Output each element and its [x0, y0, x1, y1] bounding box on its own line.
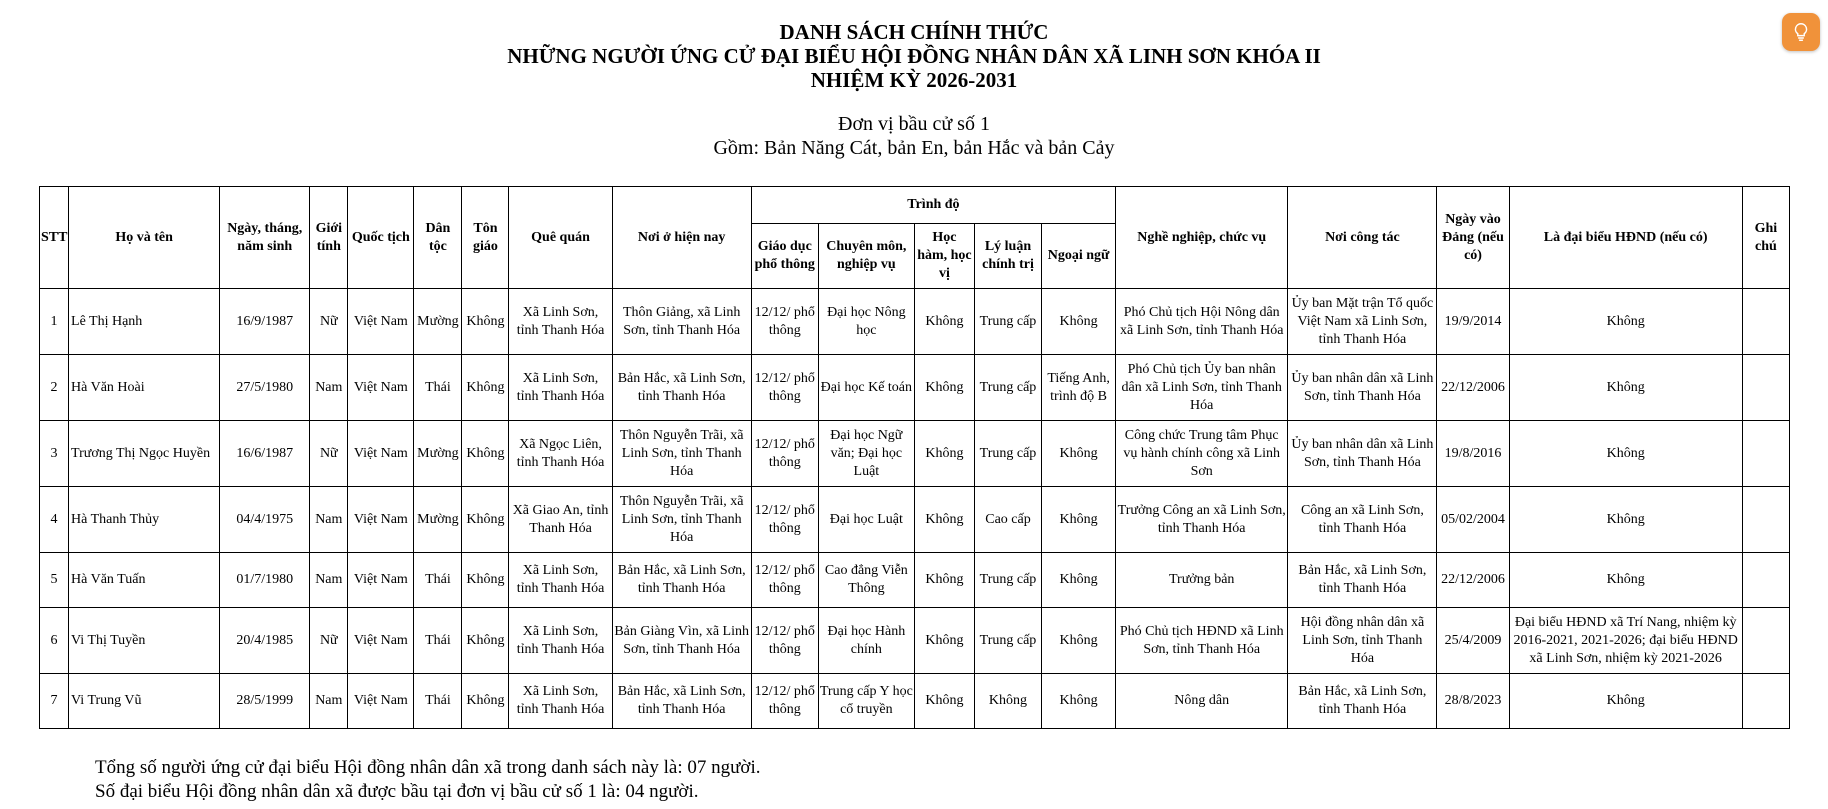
cell-workplace: Bản Hắc, xã Linh Sơn, tỉnh Thanh Hóa — [1288, 674, 1437, 729]
cell-workplace: Ủy ban Mặt trận Tổ quốc Việt Nam xã Linh Sơn, tỉnh Thanh Hóa — [1288, 289, 1437, 355]
cell-occupation: Phó Chủ tịch HĐND xã Linh Sơn, tỉnh Thanh Hóa — [1116, 608, 1288, 674]
cell-hometown: Xã Linh Sơn, tỉnh Thanh Hóa — [509, 553, 612, 608]
cell-occupation: Phó Chủ tịch Hội Nông dân xã Linh Sơn, tỉnh Thanh Hóa — [1116, 289, 1288, 355]
cell-delegate: Không — [1509, 355, 1742, 421]
cell-language: Không — [1042, 674, 1116, 729]
cell-nationality: Việt Nam — [348, 421, 414, 487]
header-language: Ngoại ngữ — [1042, 224, 1116, 289]
cell-party-date: 22/12/2006 — [1437, 553, 1509, 608]
cell-nationality: Việt Nam — [348, 487, 414, 553]
cell-political: Trung cấp — [974, 289, 1041, 355]
cell-name: Hà Thanh Thủy — [69, 487, 220, 553]
cell-specialty: Trung cấp Y học cổ truyền — [818, 674, 914, 729]
cell-hometown: Xã Linh Sơn, tỉnh Thanh Hóa — [509, 355, 612, 421]
cell-workplace: Ủy ban nhân dân xã Linh Sơn, tỉnh Thanh Hóa — [1288, 355, 1437, 421]
cell-stt: 6 — [40, 608, 69, 674]
cell-political: Trung cấp — [974, 553, 1041, 608]
cell-name: Vi Trung Vũ — [69, 674, 220, 729]
header-nationality: Quốc tịch — [348, 187, 414, 289]
cell-ethnicity: Thái — [414, 674, 462, 729]
cell-dob: 28/5/1999 — [220, 674, 310, 729]
cell-academic: Không — [914, 674, 974, 729]
cell-political: Trung cấp — [974, 608, 1041, 674]
header-religion: Tôn giáo — [462, 187, 509, 289]
cell-nationality: Việt Nam — [348, 674, 414, 729]
cell-stt: 5 — [40, 553, 69, 608]
cell-academic: Không — [914, 289, 974, 355]
cell-hometown: Xã Ngọc Liên, tỉnh Thanh Hóa — [509, 421, 612, 487]
cell-language: Không — [1042, 608, 1116, 674]
cell-academic: Không — [914, 608, 974, 674]
cell-note — [1742, 355, 1789, 421]
cell-ethnicity: Mường — [414, 289, 462, 355]
header-note: Ghi chú — [1742, 187, 1789, 289]
cell-language: Không — [1042, 421, 1116, 487]
title-line-2: NHỮNG NGƯỜI ỨNG CỬ ĐẠI BIỂU HỘI ĐỒNG NHÂN DÂN XÃ LINH SƠN KHÓA II — [507, 44, 1321, 68]
cell-gender: Nam — [310, 487, 348, 553]
header-hometown: Quê quán — [509, 187, 612, 289]
cell-ethnicity: Thái — [414, 553, 462, 608]
cell-workplace: Công an xã Linh Sơn, tỉnh Thanh Hóa — [1288, 487, 1437, 553]
table-row — [40, 674, 1790, 729]
cell-general-edu: 12/12/ phổ thông — [751, 608, 818, 674]
cell-ethnicity: Mường — [414, 487, 462, 553]
cell-academic: Không — [914, 553, 974, 608]
cell-general-edu: 12/12/ phổ thông — [751, 674, 818, 729]
cell-general-edu: 12/12/ phổ thông — [751, 487, 818, 553]
cell-nationality: Việt Nam — [348, 553, 414, 608]
cell-ethnicity: Thái — [414, 608, 462, 674]
cell-name: Lê Thị Hạnh — [69, 289, 220, 355]
cell-delegate: Đại biểu HĐND xã Trí Nang, nhiệm kỳ 2016-2021, 2021-2026; đại biểu HĐND xã Linh Sơn, nhiệm kỳ 2021-2026 — [1509, 608, 1742, 674]
header-gender: Giới tính — [310, 187, 348, 289]
cell-language: Tiếng Anh, trình độ B — [1042, 355, 1116, 421]
cell-name: Vi Thị Tuyền — [69, 608, 220, 674]
cell-language: Không — [1042, 553, 1116, 608]
header-residence: Nơi ở hiện nay — [612, 187, 751, 289]
cell-dob: 20/4/1985 — [220, 608, 310, 674]
header-qualification: Trình độ — [751, 187, 1115, 224]
header-workplace: Nơi công tác — [1288, 187, 1437, 289]
header-stt: STT — [40, 187, 69, 289]
cell-religion: Không — [462, 608, 509, 674]
cell-general-edu: 12/12/ phổ thông — [751, 289, 818, 355]
cell-religion: Không — [462, 289, 509, 355]
cell-occupation: Phó Chủ tịch Ủy ban nhân dân xã Linh Sơn, tỉnh Thanh Hóa — [1116, 355, 1288, 421]
table-row — [40, 289, 1790, 355]
cell-gender: Nam — [310, 355, 348, 421]
cell-general-edu: 12/12/ phổ thông — [751, 355, 818, 421]
header-occupation: Nghề nghiệp, chức vụ — [1116, 187, 1288, 289]
cell-language: Không — [1042, 487, 1116, 553]
header-dob: Ngày, tháng, năm sinh — [220, 187, 310, 289]
candidate-table — [39, 186, 1790, 729]
cell-political: Không — [974, 674, 1041, 729]
cell-nationality: Việt Nam — [348, 289, 414, 355]
header-political: Lý luận chính trị — [974, 224, 1041, 289]
cell-hometown: Xã Linh Sơn, tỉnh Thanh Hóa — [509, 289, 612, 355]
header-name: Họ và tên — [69, 187, 220, 289]
cell-residence: Thôn Nguyễn Trãi, xã Linh Sơn, tỉnh Thanh Hóa — [612, 421, 751, 487]
cell-general-edu: 12/12/ phổ thông — [751, 421, 818, 487]
cell-delegate: Không — [1509, 553, 1742, 608]
cell-party-date: 28/8/2023 — [1437, 674, 1509, 729]
lightbulb-icon — [1790, 21, 1812, 43]
cell-name: Trương Thị Ngọc Huyền — [69, 421, 220, 487]
lightbulb-button[interactable] — [1782, 13, 1820, 51]
cell-note — [1742, 289, 1789, 355]
cell-residence: Bản Hắc, xã Linh Sơn, tỉnh Thanh Hóa — [612, 553, 751, 608]
cell-dob: 16/6/1987 — [220, 421, 310, 487]
cell-hometown: Xã Linh Sơn, tỉnh Thanh Hóa — [509, 674, 612, 729]
cell-residence: Bản Giàng Vìn, xã Linh Sơn, tỉnh Thanh Hóa — [612, 608, 751, 674]
cell-party-date: 22/12/2006 — [1437, 355, 1509, 421]
cell-residence: Bản Hắc, xã Linh Sơn, tỉnh Thanh Hóa — [612, 355, 751, 421]
cell-occupation: Trưởng bản — [1116, 553, 1288, 608]
cell-occupation: Trưởng Công an xã Linh Sơn, tỉnh Thanh Hóa — [1116, 487, 1288, 553]
cell-party-date: 19/9/2014 — [1437, 289, 1509, 355]
cell-religion: Không — [462, 487, 509, 553]
title-line-3: NHIỆM KỲ 2026-2031 — [810, 68, 1018, 92]
cell-dob: 27/5/1980 — [220, 355, 310, 421]
document-title — [0, 20, 1828, 92]
cell-gender: Nam — [310, 674, 348, 729]
cell-academic: Không — [914, 421, 974, 487]
summary — [95, 756, 760, 804]
cell-ethnicity: Thái — [414, 355, 462, 421]
cell-specialty: Đại học Ngữ văn; Đại học Luật — [818, 421, 914, 487]
cell-delegate: Không — [1509, 421, 1742, 487]
cell-specialty: Đại học Hành chính — [818, 608, 914, 674]
cell-name: Hà Văn Hoài — [69, 355, 220, 421]
cell-workplace: Bản Hắc, xã Linh Sơn, tỉnh Thanh Hóa — [1288, 553, 1437, 608]
table-row — [40, 608, 1790, 674]
cell-delegate: Không — [1509, 289, 1742, 355]
cell-hometown: Xã Linh Sơn, tỉnh Thanh Hóa — [509, 608, 612, 674]
cell-stt: 2 — [40, 355, 69, 421]
cell-hometown: Xã Giao An, tỉnh Thanh Hóa — [509, 487, 612, 553]
cell-gender: Nữ — [310, 421, 348, 487]
table-row — [40, 421, 1790, 487]
summary-seats: Số đại biểu Hội đồng nhân dân xã được bầu tại đơn vị bầu cử số 1 là: 04 người. — [95, 781, 699, 802]
header-general-edu: Giáo dục phổ thông — [751, 224, 818, 289]
cell-nationality: Việt Nam — [348, 355, 414, 421]
cell-general-edu: 12/12/ phổ thông — [751, 553, 818, 608]
cell-name: Hà Văn Tuấn — [69, 553, 220, 608]
table-row — [40, 553, 1790, 608]
cell-political: Trung cấp — [974, 421, 1041, 487]
cell-academic: Không — [914, 487, 974, 553]
header-party-date: Ngày vào Đảng (nếu có) — [1437, 187, 1509, 289]
summary-total-candidates: Tổng số người ứng cử đại biểu Hội đồng nhân dân xã trong danh sách này là: 07 người. — [95, 757, 761, 778]
cell-academic: Không — [914, 355, 974, 421]
header-delegate: Là đại biểu HĐND (nếu có) — [1509, 187, 1742, 289]
cell-dob: 01/7/1980 — [220, 553, 310, 608]
cell-specialty: Đại học Kế toán — [818, 355, 914, 421]
cell-note — [1742, 674, 1789, 729]
cell-political: Trung cấp — [974, 355, 1041, 421]
electoral-unit: Đơn vị bầu cử số 1 — [838, 113, 990, 135]
cell-language: Không — [1042, 289, 1116, 355]
cell-religion: Không — [462, 355, 509, 421]
cell-party-date: 25/4/2009 — [1437, 608, 1509, 674]
cell-specialty: Đại học Luật — [818, 487, 914, 553]
title-line-1: DANH SÁCH CHÍNH THỨC — [779, 20, 1049, 44]
cell-stt: 1 — [40, 289, 69, 355]
cell-stt: 4 — [40, 487, 69, 553]
cell-religion: Không — [462, 553, 509, 608]
cell-specialty: Cao đẳng Viễn Thông — [818, 553, 914, 608]
cell-party-date: 05/02/2004 — [1437, 487, 1509, 553]
cell-occupation: Công chức Trung tâm Phục vụ hành chính công xã Linh Sơn — [1116, 421, 1288, 487]
cell-delegate: Không — [1509, 487, 1742, 553]
cell-specialty: Đại học Nông học — [818, 289, 914, 355]
document-subtitle — [0, 112, 1828, 160]
table-row — [40, 355, 1790, 421]
cell-note — [1742, 421, 1789, 487]
cell-occupation: Nông dân — [1116, 674, 1288, 729]
cell-workplace: Ủy ban nhân dân xã Linh Sơn, tỉnh Thanh Hóa — [1288, 421, 1437, 487]
header-ethnicity: Dân tộc — [414, 187, 462, 289]
header-academic: Học hàm, học vị — [914, 224, 974, 289]
cell-stt: 7 — [40, 674, 69, 729]
cell-gender: Nữ — [310, 608, 348, 674]
cell-residence: Thôn Giảng, xã Linh Sơn, tỉnh Thanh Hóa — [612, 289, 751, 355]
cell-delegate: Không — [1509, 674, 1742, 729]
cell-dob: 16/9/1987 — [220, 289, 310, 355]
cell-gender: Nam — [310, 553, 348, 608]
cell-stt: 3 — [40, 421, 69, 487]
cell-note — [1742, 553, 1789, 608]
cell-party-date: 19/8/2016 — [1437, 421, 1509, 487]
cell-political: Cao cấp — [974, 487, 1041, 553]
cell-workplace: Hội đồng nhân dân xã Linh Sơn, tỉnh Thanh Hóa — [1288, 608, 1437, 674]
cell-dob: 04/4/1975 — [220, 487, 310, 553]
cell-gender: Nữ — [310, 289, 348, 355]
cell-nationality: Việt Nam — [348, 608, 414, 674]
cell-residence: Thôn Nguyễn Trãi, xã Linh Sơn, tỉnh Thanh Hóa — [612, 487, 751, 553]
cell-note — [1742, 487, 1789, 553]
cell-residence: Bản Hắc, xã Linh Sơn, tỉnh Thanh Hóa — [612, 674, 751, 729]
cell-religion: Không — [462, 674, 509, 729]
header-specialty: Chuyên môn, nghiệp vụ — [818, 224, 914, 289]
table-row — [40, 487, 1790, 553]
cell-religion: Không — [462, 421, 509, 487]
cell-note — [1742, 608, 1789, 674]
cell-ethnicity: Mường — [414, 421, 462, 487]
electoral-unit-includes: Gồm: Bản Năng Cát, bản En, bản Hắc và bản Cảy — [713, 137, 1115, 159]
